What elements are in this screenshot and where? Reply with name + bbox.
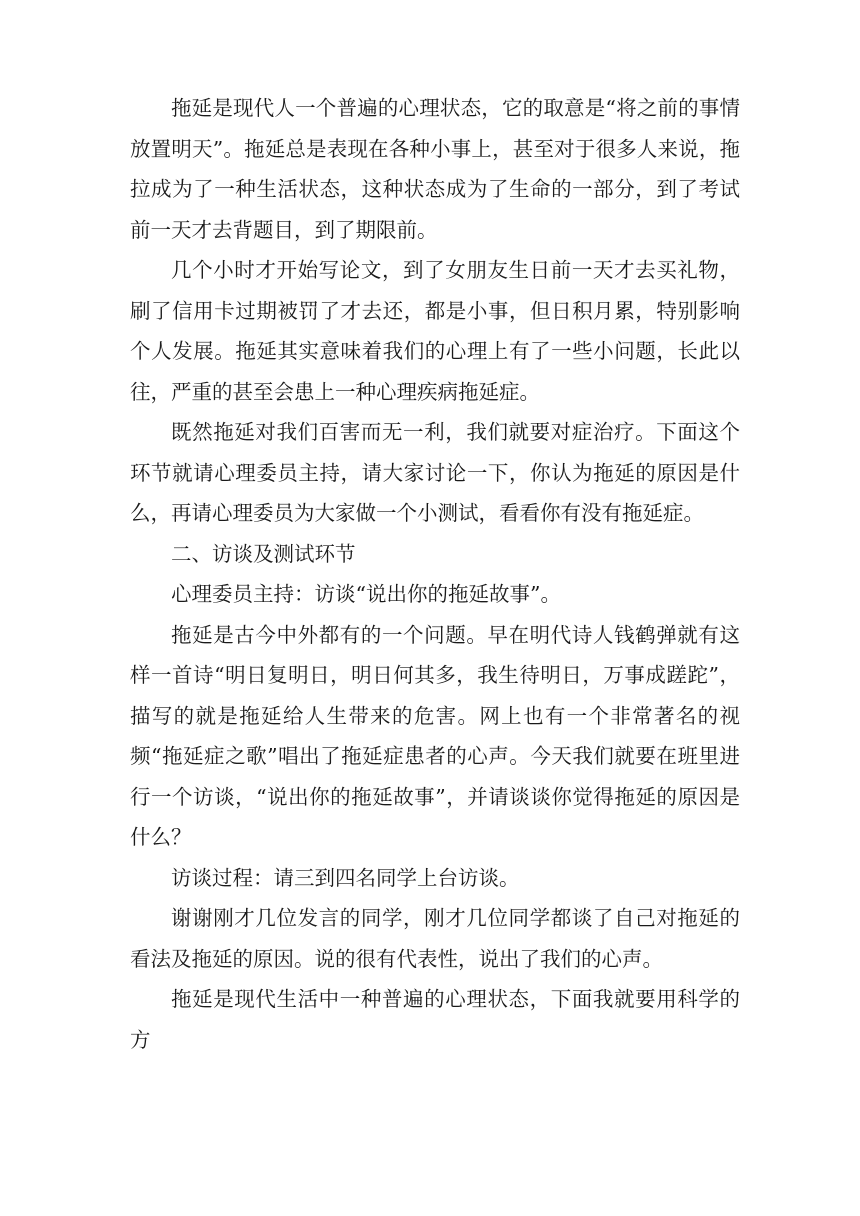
paragraph-6: 拖延是古今中外都有的一个问题。早在明代诗人钱鹤弹就有这样一首诗“明日复明日，明日何其多，我生待明日，万事成蹉跎”，描写的就是拖延给人生带来的危害。网上也有一个非常著名的视频“拖延症之歌”唱出了拖延症患者的心声。今天我们就要在班里进行一个访谈，“说出你的拖延故事”，并请谈谈你觉得拖延的原因是什么？: [130, 622, 740, 849]
document-page: [130, 88, 740, 1060]
paragraph-9: 拖延是现代生活中一种普遍的心理状态，下面我就要用科学的方: [130, 987, 740, 1052]
paragraph-5: 心理委员主持：访谈“说出你的拖延故事”。: [171, 582, 561, 606]
paragraph-7: 访谈过程：请三到四名同学上台访谈。: [171, 865, 520, 890]
section-heading: 二、访谈及测试环节: [171, 541, 356, 566]
paragraph-1: 拖延是现代人一个普遍的心理状态，它的取意是“将之前的事情放置明天”。拖延总是表现在各种小事上，甚至对于很多人来说，拖拉成为了一种生活状态，这种状态成为了生命的一部分，到了考试前一天才去背题目，到了期限前。: [130, 96, 740, 242]
paragraph-2: 几个小时才开始写论文，到了女朋友生日前一天才去买礼物，刷了信用卡过期被罚了才去还，都是小事，但日积月累，特别影响个人发展。拖延其实意味着我们的心理上有了一些小问题，长此以往，严重的甚至会患上一种心理疾病拖延症。: [130, 258, 740, 404]
paragraph-3: 既然拖延对我们百害而无一利，我们就要对症治疗。下面这个环节就请心理委员主持，请大家讨论一下，你认为拖延的原因是什么，再请心理委员为大家做一个小测试，看看你有没有拖延症。: [130, 420, 740, 525]
paragraph-8: 谢谢刚才几位发言的同学，刚才几位同学都谈了自己对拖延的看法及拖延的原因。说的很有代表性，说出了我们的心声。: [130, 906, 740, 971]
